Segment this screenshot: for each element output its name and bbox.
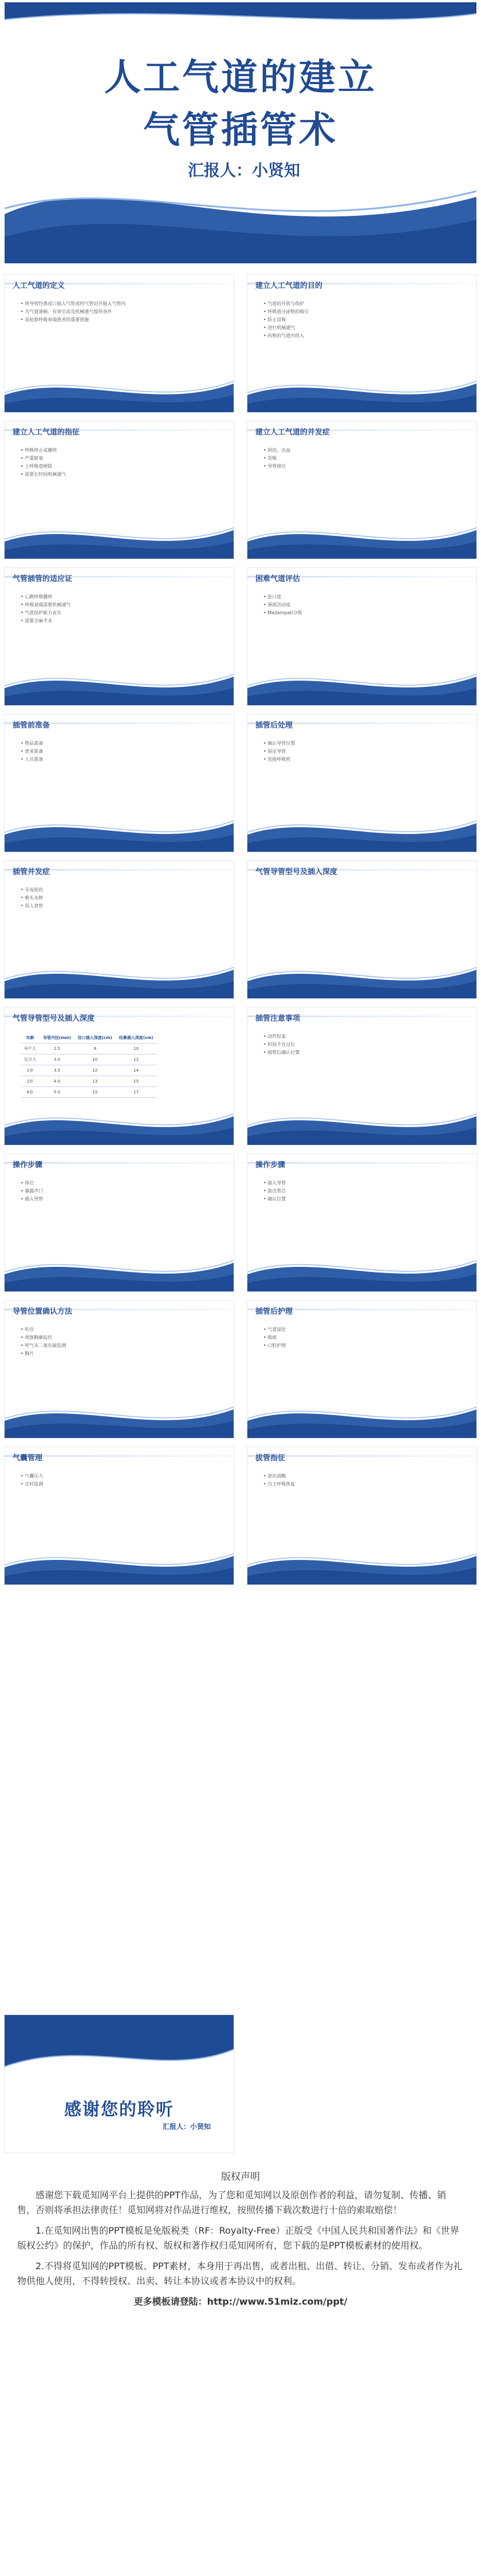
bullet-line: • 导管移位 <box>263 463 463 471</box>
content-slide <box>5 861 234 998</box>
bullet-line: • 呼吸衰竭需要机械通气 <box>21 601 220 609</box>
slide-heading: 气管插管的适应证 <box>13 575 73 583</box>
slide-wave-decoration <box>5 665 234 705</box>
table-cell: 12 <box>74 1065 116 1076</box>
content-slide <box>5 1301 234 1438</box>
slide-heading: 建立人工气道的目的 <box>255 282 323 290</box>
slide-body <box>263 1179 463 1203</box>
slide-wave-decoration <box>247 958 476 998</box>
slide-heading: 插管后护理 <box>255 1307 293 1316</box>
bullet-line: • 防止误吸 <box>263 316 463 324</box>
bullet-line: • 喉头水肿 <box>21 894 220 902</box>
bullet-line: • 吸痰 <box>263 1334 463 1342</box>
content-slide <box>5 1008 234 1145</box>
bullet-line: • 意识清醒 <box>263 1472 463 1480</box>
slide-wave-decoration <box>247 665 476 705</box>
bullet-line: • 患者准备 <box>21 748 220 756</box>
content-slide <box>5 714 234 852</box>
table-row <box>21 1054 157 1065</box>
slide-heading: 气管导管型号及插入深度 <box>13 1014 95 1023</box>
title-top-wave <box>5 2 476 37</box>
copyright-para2: 1.在觅知网出售的PPT模板是免版税类（RF：Royalty-Free）正版受《中国人民共和国著作法》和《世界版权公约》的保护，作品的所有权、版权和著作权归觅知网所有，您下载的是PPT模板素材的使用权。 <box>17 2225 459 2251</box>
slide-wave-decoration <box>5 812 234 852</box>
table-cell: 足月儿 <box>21 1054 40 1065</box>
slide-body <box>21 740 220 764</box>
content-slide <box>247 275 476 412</box>
bullet-line: • 体位 <box>21 1179 220 1187</box>
slide-heading: 困难气道评估 <box>255 575 301 583</box>
table-cell: 4.0 <box>40 1076 74 1087</box>
slide-heading: 插管注意事项 <box>255 1014 301 1023</box>
copyright-para3: 2.不得将觅知网的PPT模板、PPT素材，本身用于再出售，或者出租、出借、转让、分销、发布或者作为礼物供他人使用，不得转授权、出卖、转让本协议或者本协议中的权利。 <box>17 2261 463 2286</box>
bullet-line: • 张口度 <box>263 593 463 601</box>
slide-wave-decoration <box>247 519 476 559</box>
bullet-line: • 口腔护理 <box>263 1342 463 1350</box>
bullet-line: • 时间不宜过长 <box>263 1041 463 1049</box>
slide-body <box>21 1326 220 1358</box>
table-cell: 15 <box>116 1076 157 1087</box>
content-slide <box>5 568 234 705</box>
bullet-line: • 进行机械通气 <box>263 324 463 332</box>
table-header-cell: 经鼻插入深度(cm) <box>116 1033 157 1044</box>
slide-wave-decoration <box>5 372 234 412</box>
bullet-line: • 连接呼吸机 <box>263 756 463 764</box>
bullet-line: • 误入食管 <box>21 902 220 910</box>
bullet-line: • 严重缺氧 <box>21 455 220 463</box>
content-slide <box>247 1447 476 1585</box>
title-wave-decoration <box>5 174 476 263</box>
slide-wave-decoration <box>247 1251 476 1291</box>
bullet-line: • 听诊 <box>21 1326 220 1334</box>
slide-wave-decoration <box>5 1544 234 1585</box>
slide-heading: 插管后处理 <box>255 721 293 730</box>
slide-heading: 拔管指征 <box>255 1454 286 1463</box>
table-cell: 6岁 <box>21 1087 40 1098</box>
slide-heading: 气管导管型号及插入深度 <box>255 868 338 876</box>
bullet-line: • 插入导管 <box>263 1179 463 1187</box>
table-cell: 10 <box>74 1054 116 1065</box>
content-slide <box>247 568 476 705</box>
bullet-line: • 插入导管 <box>21 1195 220 1203</box>
bullet-line: • 人员准备 <box>21 756 220 764</box>
bullet-line: • 是抢救呼吸衰竭患者的重要措施 <box>21 316 220 324</box>
thanks-slide <box>5 2015 234 2152</box>
copyright-para1: 感谢您下载觅知网平台上提供的PPT作品，为了您和觅知网以及原创作者的利益，请勿复制、传播、销售，否则将承担法律责任！觅知网将对作品进行维权，按照传播下载次数进行十倍的索取赔偿！ <box>17 2190 447 2215</box>
slide-wave-decoration <box>5 1398 234 1438</box>
content-slide <box>5 421 234 559</box>
copyright-title: 版权声明 <box>221 2171 260 2183</box>
copyright-notice <box>17 2170 464 2309</box>
thanks-title: 感谢您的聆听 <box>64 2100 174 2120</box>
table-wrapper <box>21 1033 220 1098</box>
slide-heading: 插管并发症 <box>13 868 50 876</box>
slide-body <box>263 1033 463 1057</box>
tube-size-table <box>21 1033 157 1098</box>
slide-wave-decoration <box>5 1105 234 1145</box>
table-row <box>21 1076 157 1087</box>
slide-wave-decoration <box>247 1544 476 1585</box>
table-cell: 10 <box>116 1044 157 1054</box>
bullet-line: • 确认位置 <box>263 1195 463 1203</box>
content-slide <box>247 1154 476 1291</box>
bullet-line: • 颈部活动度 <box>263 601 463 609</box>
content-slide <box>247 1301 476 1438</box>
main-title-line2: 气管插管术 <box>143 109 338 152</box>
table-cell: 2岁 <box>21 1076 40 1087</box>
content-slide <box>5 275 234 412</box>
main-title-line1: 人工气道的建立 <box>104 57 377 99</box>
slide-body <box>263 593 463 617</box>
bullet-line: • 气囊压力 <box>21 1472 220 1480</box>
bullet-line: • 确认导管位置 <box>263 740 463 748</box>
bullet-line: • 观察胸廓起伏 <box>21 1334 220 1342</box>
table-header-cell: 年龄 <box>21 1033 40 1044</box>
content-slide <box>247 1008 476 1145</box>
bullet-line: • Mallampati分级 <box>263 609 463 617</box>
bullet-line: • 损伤、出血 <box>263 447 463 455</box>
slide-body <box>21 1179 220 1203</box>
slide-heading: 气囊管理 <box>13 1454 43 1463</box>
bullet-line: • 自主呼吸恢复 <box>263 1480 463 1488</box>
slide-wave-decoration <box>5 958 234 998</box>
table-cell: 12 <box>116 1054 157 1065</box>
table-cell: 14 <box>116 1065 157 1076</box>
table-cell: 5.0 <box>40 1087 74 1098</box>
bullet-line: • 拔出管芯 <box>263 1187 463 1195</box>
slide-heading: 插管前准备 <box>13 721 50 730</box>
table-cell: 2.5 <box>40 1044 74 1054</box>
bullet-line: • 气道的开放与保护 <box>263 300 463 308</box>
table-row <box>21 1044 157 1054</box>
table-cell: 早产儿 <box>21 1044 40 1054</box>
slide-heading: 操作步骤 <box>255 1161 286 1170</box>
slide-wave-decoration <box>247 1105 476 1145</box>
bullet-line: • 定时监测 <box>21 1480 220 1488</box>
content-slide <box>247 421 476 559</box>
slide-wave-decoration <box>247 812 476 852</box>
table-cell: 3.5 <box>40 1065 74 1076</box>
slide-body <box>21 1472 220 1488</box>
table-cell: 17 <box>116 1087 157 1098</box>
bullet-line: • 心跳呼吸骤停 <box>21 593 220 601</box>
bullet-line: • 插管后确认位置 <box>263 1049 463 1057</box>
table-row <box>21 1065 157 1076</box>
table-cell: 3.0 <box>40 1054 74 1065</box>
slide-body <box>21 593 220 625</box>
slide-wave-decoration <box>247 1398 476 1438</box>
bullet-line: • 胸片 <box>21 1350 220 1358</box>
table-cell: 1岁 <box>21 1065 40 1076</box>
slide-body <box>263 1472 463 1488</box>
slide-body <box>21 447 220 479</box>
slide-heading: 操作步骤 <box>13 1161 43 1170</box>
slide-body <box>263 300 463 340</box>
slide-body <box>21 886 220 910</box>
bullet-line: • 气道湿化 <box>263 1326 463 1334</box>
thanks-wave-decoration <box>5 2015 234 2084</box>
bullet-line: • 暴露声门 <box>21 1187 220 1195</box>
content-slide <box>5 1154 234 1291</box>
slide-wave-decoration <box>247 372 476 412</box>
slide-heading: 建立人工气道的指征 <box>13 428 80 437</box>
content-slide <box>247 714 476 852</box>
bullet-line: • 需要全麻手术 <box>21 617 220 625</box>
bullet-line: • 呼吸停止或骤停 <box>21 447 220 455</box>
table-cell: 15 <box>74 1087 116 1098</box>
bullet-line: • 上呼吸道梗阻 <box>21 463 220 471</box>
bullet-line: • 呼气末二氧化碳监测 <box>21 1342 220 1350</box>
reporter-label: 汇报人：小贤知 <box>188 161 301 180</box>
title-slide <box>5 2 476 263</box>
bullet-line: • 气道保护能力丧失 <box>21 609 220 617</box>
slide-body <box>263 740 463 764</box>
slide-heading: 人工气道的定义 <box>13 282 65 290</box>
bullet-line: • 误吸 <box>263 455 463 463</box>
table-header-cell: 经口插入深度(cm) <box>74 1033 116 1044</box>
bullet-line: • 为气道通畅、有效引流及机械通气提供条件 <box>21 308 220 316</box>
bullet-line: • 需要长时间机械通气 <box>21 471 220 479</box>
slide-heading: 建立人工气道的并发症 <box>255 428 330 437</box>
table-cell: 8 <box>74 1044 116 1054</box>
bullet-line: • 将导管经鼻或口插入气管或经气管切开插入气管内 <box>21 300 220 308</box>
bullet-line: • 固定导管 <box>263 748 463 756</box>
bullet-line: • 牙齿损伤 <box>21 886 220 894</box>
content-slide <box>5 1447 234 1585</box>
slide-heading: 导管位置确认方法 <box>13 1307 73 1316</box>
table-header-cell: 导管内径(mm) <box>40 1033 74 1044</box>
slide-body <box>21 300 220 324</box>
slide-wave-decoration <box>5 519 234 559</box>
bullet-line: • 药物的气道内给入 <box>263 332 463 340</box>
slide-wave-decoration <box>5 1251 234 1291</box>
slide-body <box>263 447 463 471</box>
table-cell: 13 <box>74 1076 116 1087</box>
bullet-line: • 动作轻柔 <box>263 1033 463 1041</box>
thanks-reporter: 汇报人：小贤知 <box>162 2123 211 2131</box>
bullet-line: • 呼吸道分泌物的吸引 <box>263 308 463 316</box>
copyright-link[interactable]: 更多模板请登陆：http://www.51miz.com/ppt/ <box>133 2296 348 2307</box>
bullet-line: • 物品准备 <box>21 740 220 748</box>
content-slide <box>247 861 476 998</box>
table-row <box>21 1087 157 1098</box>
slide-body <box>263 1326 463 1350</box>
